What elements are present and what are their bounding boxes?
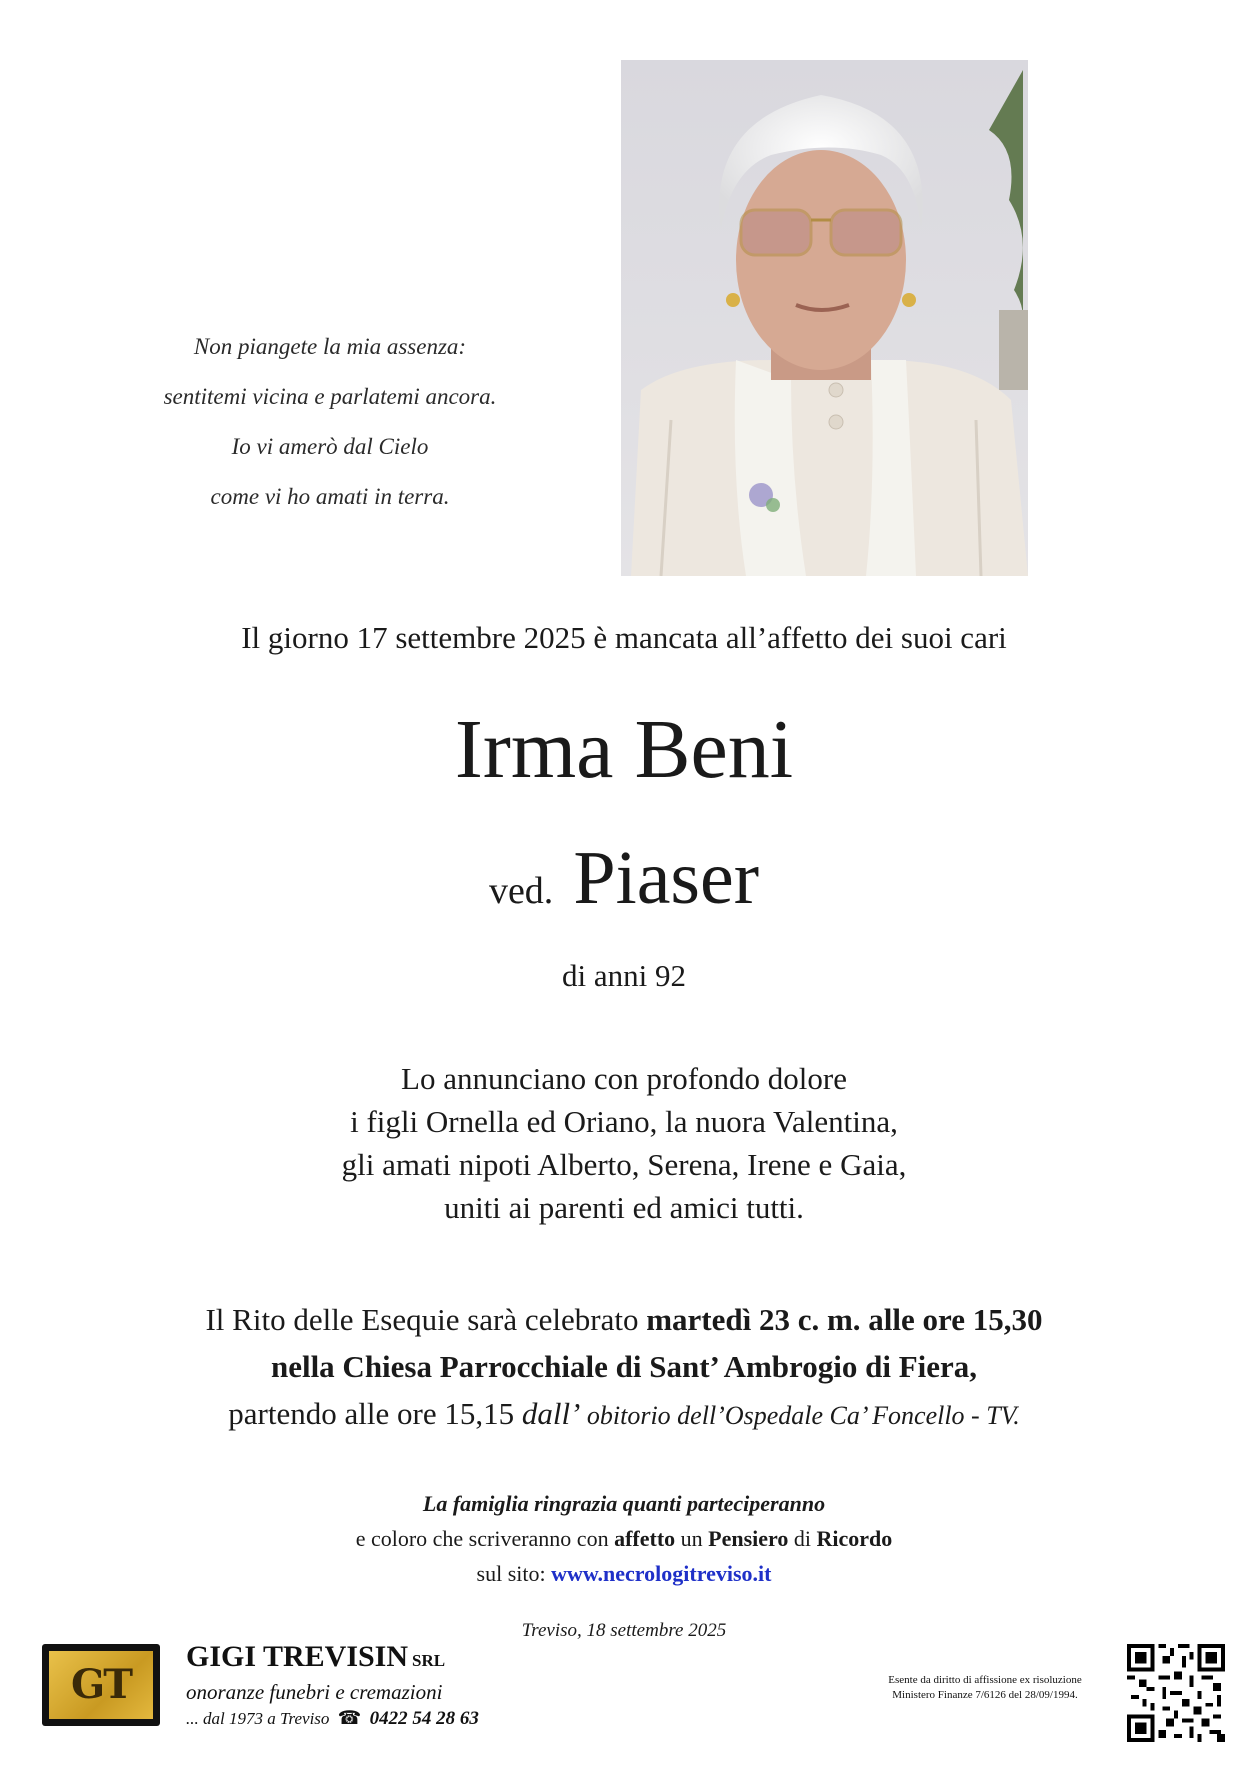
logo-plate: [49, 1651, 153, 1719]
quote-line: sentitemi vicina e parlatemi ancora.: [163, 384, 497, 409]
epitaph-quote: [140, 322, 520, 522]
thanks-bold: Pensiero: [708, 1526, 789, 1551]
company-suffix: SRL: [412, 1651, 446, 1670]
thanks-line: [0, 1556, 1248, 1591]
thanks-bold: affetto: [614, 1526, 676, 1551]
exemption-line: Ministero Finanze 7/6126 del 28/09/1994.: [892, 1689, 1078, 1701]
exemption-line: Esente da diritto di affissione ex risoluzione: [888, 1674, 1082, 1686]
thanks-line: [0, 1521, 1248, 1556]
announcement: [0, 1057, 1248, 1229]
widow-abbrev: ved.: [488, 870, 554, 912]
company-logo: [42, 1644, 160, 1726]
quote-line: Non piangete la mia assenza:: [193, 334, 467, 359]
thanks-block: [0, 1486, 1248, 1591]
quote-line: come vi ho amati in terra.: [210, 484, 450, 509]
rite-datetime: martedì 23 c. m. alle ore 15,30: [646, 1302, 1043, 1337]
exemption-note: [860, 1673, 1110, 1703]
rite-departure: partendo alle ore 15,15: [228, 1396, 522, 1431]
thanks-text: sul sito:: [476, 1561, 552, 1586]
thanks-text: e coloro che scriveranno con: [355, 1526, 615, 1551]
thanks-bold: Ricordo: [816, 1526, 893, 1551]
since-text: ... dal 1973 a Treviso: [186, 1709, 330, 1728]
portrait-photo: [621, 60, 1028, 576]
married-name: Piaser: [573, 836, 760, 920]
rite-place: obitorio dell’Ospedale Ca’ Foncello - TV.: [580, 1401, 1020, 1430]
age-line: di anni 92: [562, 958, 686, 993]
rite-line: [0, 1296, 1248, 1343]
funeral-rite: [0, 1296, 1248, 1439]
rite-church: nella Chiesa Parrocchiale di Sant’ Ambrogio di Fiera,: [270, 1349, 978, 1384]
announcement-line: uniti ai parenti ed amici tutti.: [444, 1190, 804, 1225]
announcement-line: gli amati nipoti Alberto, Serena, Irene e Gaia,: [341, 1147, 907, 1182]
deceased-name: Irma Beni: [454, 703, 794, 796]
company-since: [186, 1707, 479, 1730]
announcement-line: Lo annunciano con profondo dolore: [401, 1061, 847, 1096]
intro-line: Il giorno 17 settembre 2025 è mancata all’affetto dei suoi cari: [241, 620, 1007, 655]
thanks-text: di: [788, 1526, 817, 1551]
phone-number: 0422 54 28 63: [369, 1708, 479, 1729]
website-link[interactable]: www.necrologitreviso.it: [551, 1561, 772, 1586]
company-name: [186, 1640, 445, 1674]
company-services: onoranze funebri e cremazioni: [186, 1680, 443, 1704]
rite-line: [0, 1390, 1248, 1439]
rite-from: dall’: [521, 1396, 581, 1431]
thanks-line: La famiglia ringrazia quanti parteciperanno: [422, 1491, 826, 1516]
company-title: GIGI TREVISIN: [186, 1640, 409, 1673]
rite-text: Il Rito delle Esequie sarà celebrato: [205, 1302, 647, 1337]
thanks-text: un: [675, 1526, 709, 1551]
announcement-line: i figli Ornella ed Oriano, la nuora Valentina,: [350, 1104, 898, 1139]
dateline: Treviso, 18 settembre 2025: [521, 1620, 727, 1641]
married-name-row: [0, 828, 1248, 949]
quote-line: Io vi amerò dal Cielo: [231, 434, 429, 459]
rite-line: [0, 1343, 1248, 1390]
logo-monogram: GT: [71, 1661, 131, 1708]
qr-code[interactable]: [1127, 1644, 1225, 1742]
phone-icon: ☎: [337, 1707, 362, 1729]
